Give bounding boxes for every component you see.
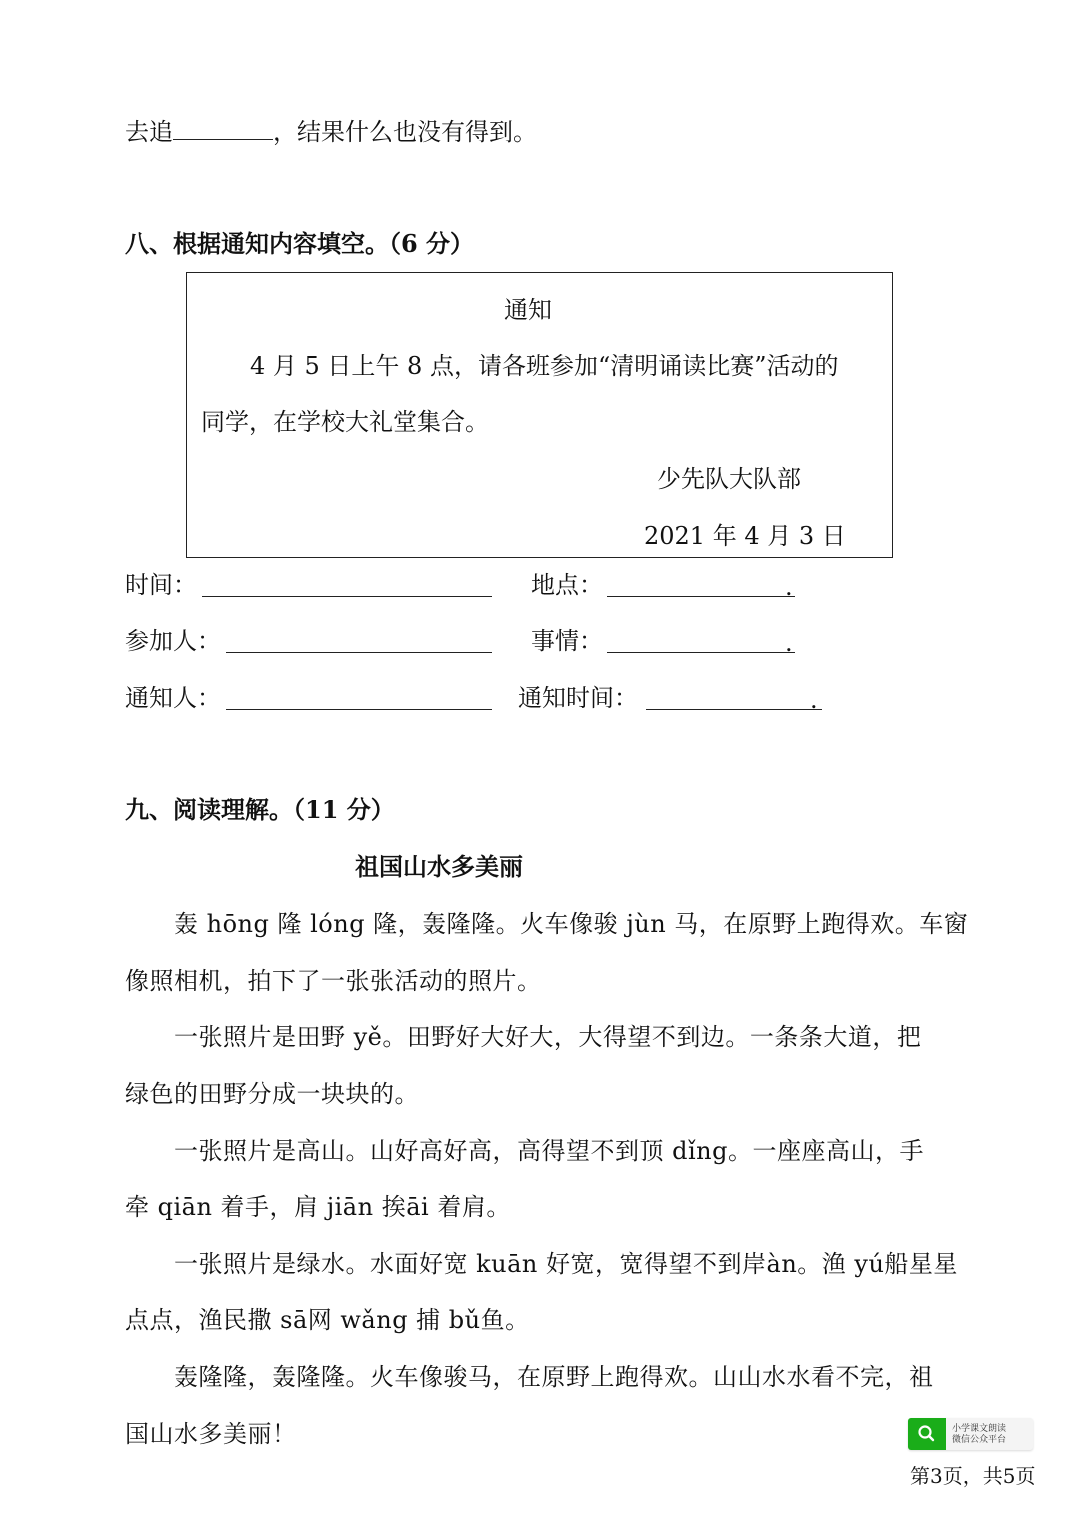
passage-line: 像照相机，拍下了一张张活动的照片。 — [125, 967, 542, 995]
passage-line: 牵 qiān 着手，肩 jiān 挨āi 着肩。 — [125, 1193, 511, 1221]
notice-body-line2: 同学，在学校大礼堂集合。 — [201, 408, 489, 436]
sentence-suffix: ，结果什么也没有得到。 — [273, 118, 537, 146]
passage-line: 点点，渔民撒 sā网 wǎng 捕 bǔ鱼。 — [125, 1306, 530, 1334]
section-9-heading: 九、阅读理解。（11 分） — [125, 795, 395, 824]
matter-label: 事情： — [531, 627, 603, 655]
participants-answer-line[interactable] — [226, 652, 492, 653]
section-8-heading: 八、根据通知内容填空。（6 分） — [125, 229, 475, 258]
participants-label: 参加人： — [125, 627, 221, 655]
notice-time-end-mark: . — [810, 686, 818, 714]
passage-title: 祖国山水多美丽 — [355, 852, 523, 881]
notice-body-line1: 4 月 5 日上午 8 点，请各班参加“清明诵读比赛”活动的 — [250, 352, 839, 380]
page-number: 第3页，共5页 — [910, 1464, 1036, 1488]
matter-end-mark: . — [785, 629, 793, 657]
watermark-line1: 小学课文朗读 — [952, 1423, 1007, 1433]
notifier-answer-line[interactable] — [226, 709, 492, 710]
time-label: 时间： — [125, 571, 197, 599]
place-label: 地点： — [531, 571, 603, 599]
wechat-watermark — [908, 1418, 1033, 1450]
passage-line: 一张照片是绿水。水面好宽 kuān 好宽，宽得望不到岸àn。渔 yú船星星 — [125, 1250, 958, 1278]
passage-line: 国山水多美丽！ — [125, 1420, 297, 1448]
fill-blank-sentence — [125, 117, 537, 147]
passage-line: 轰隆隆，轰隆隆。火车像骏马，在原野上跑得欢。山山水水看不完，祖 — [125, 1363, 934, 1391]
search-icon — [908, 1418, 946, 1450]
answer-blank[interactable] — [173, 117, 273, 140]
notice-box — [186, 272, 893, 558]
sentence-prefix: 去追 — [125, 118, 173, 146]
matter-answer-line[interactable] — [607, 652, 795, 653]
notice-signature: 少先队大队部 — [657, 465, 801, 493]
notice-title: 通知 — [504, 296, 552, 324]
notice-date: 2021 年 4 月 3 日 — [644, 522, 846, 550]
passage-line: 轰 hōng 隆 lóng 隆，轰隆隆。火车像骏 jùn 马，在原野上跑得欢。车窗 — [125, 910, 969, 938]
passage-line: 一张照片是高山。山好高好高，高得望不到顶 dǐng。一座座高山，手 — [125, 1137, 924, 1165]
passage-line: 一张照片是田野 yě。田野好大好大，大得望不到边。一条条大道，把 — [125, 1023, 922, 1051]
notice-time-label: 通知时间： — [518, 684, 638, 712]
place-end-mark: . — [785, 573, 793, 601]
passage-line: 绿色的田野分成一块块的。 — [125, 1080, 419, 1108]
notifier-label: 通知人： — [125, 684, 221, 712]
watermark-line2: 微信公众平台 — [952, 1434, 1007, 1444]
notice-time-answer-line[interactable] — [646, 709, 822, 710]
place-answer-line[interactable] — [607, 596, 795, 597]
time-answer-line[interactable] — [202, 596, 492, 597]
